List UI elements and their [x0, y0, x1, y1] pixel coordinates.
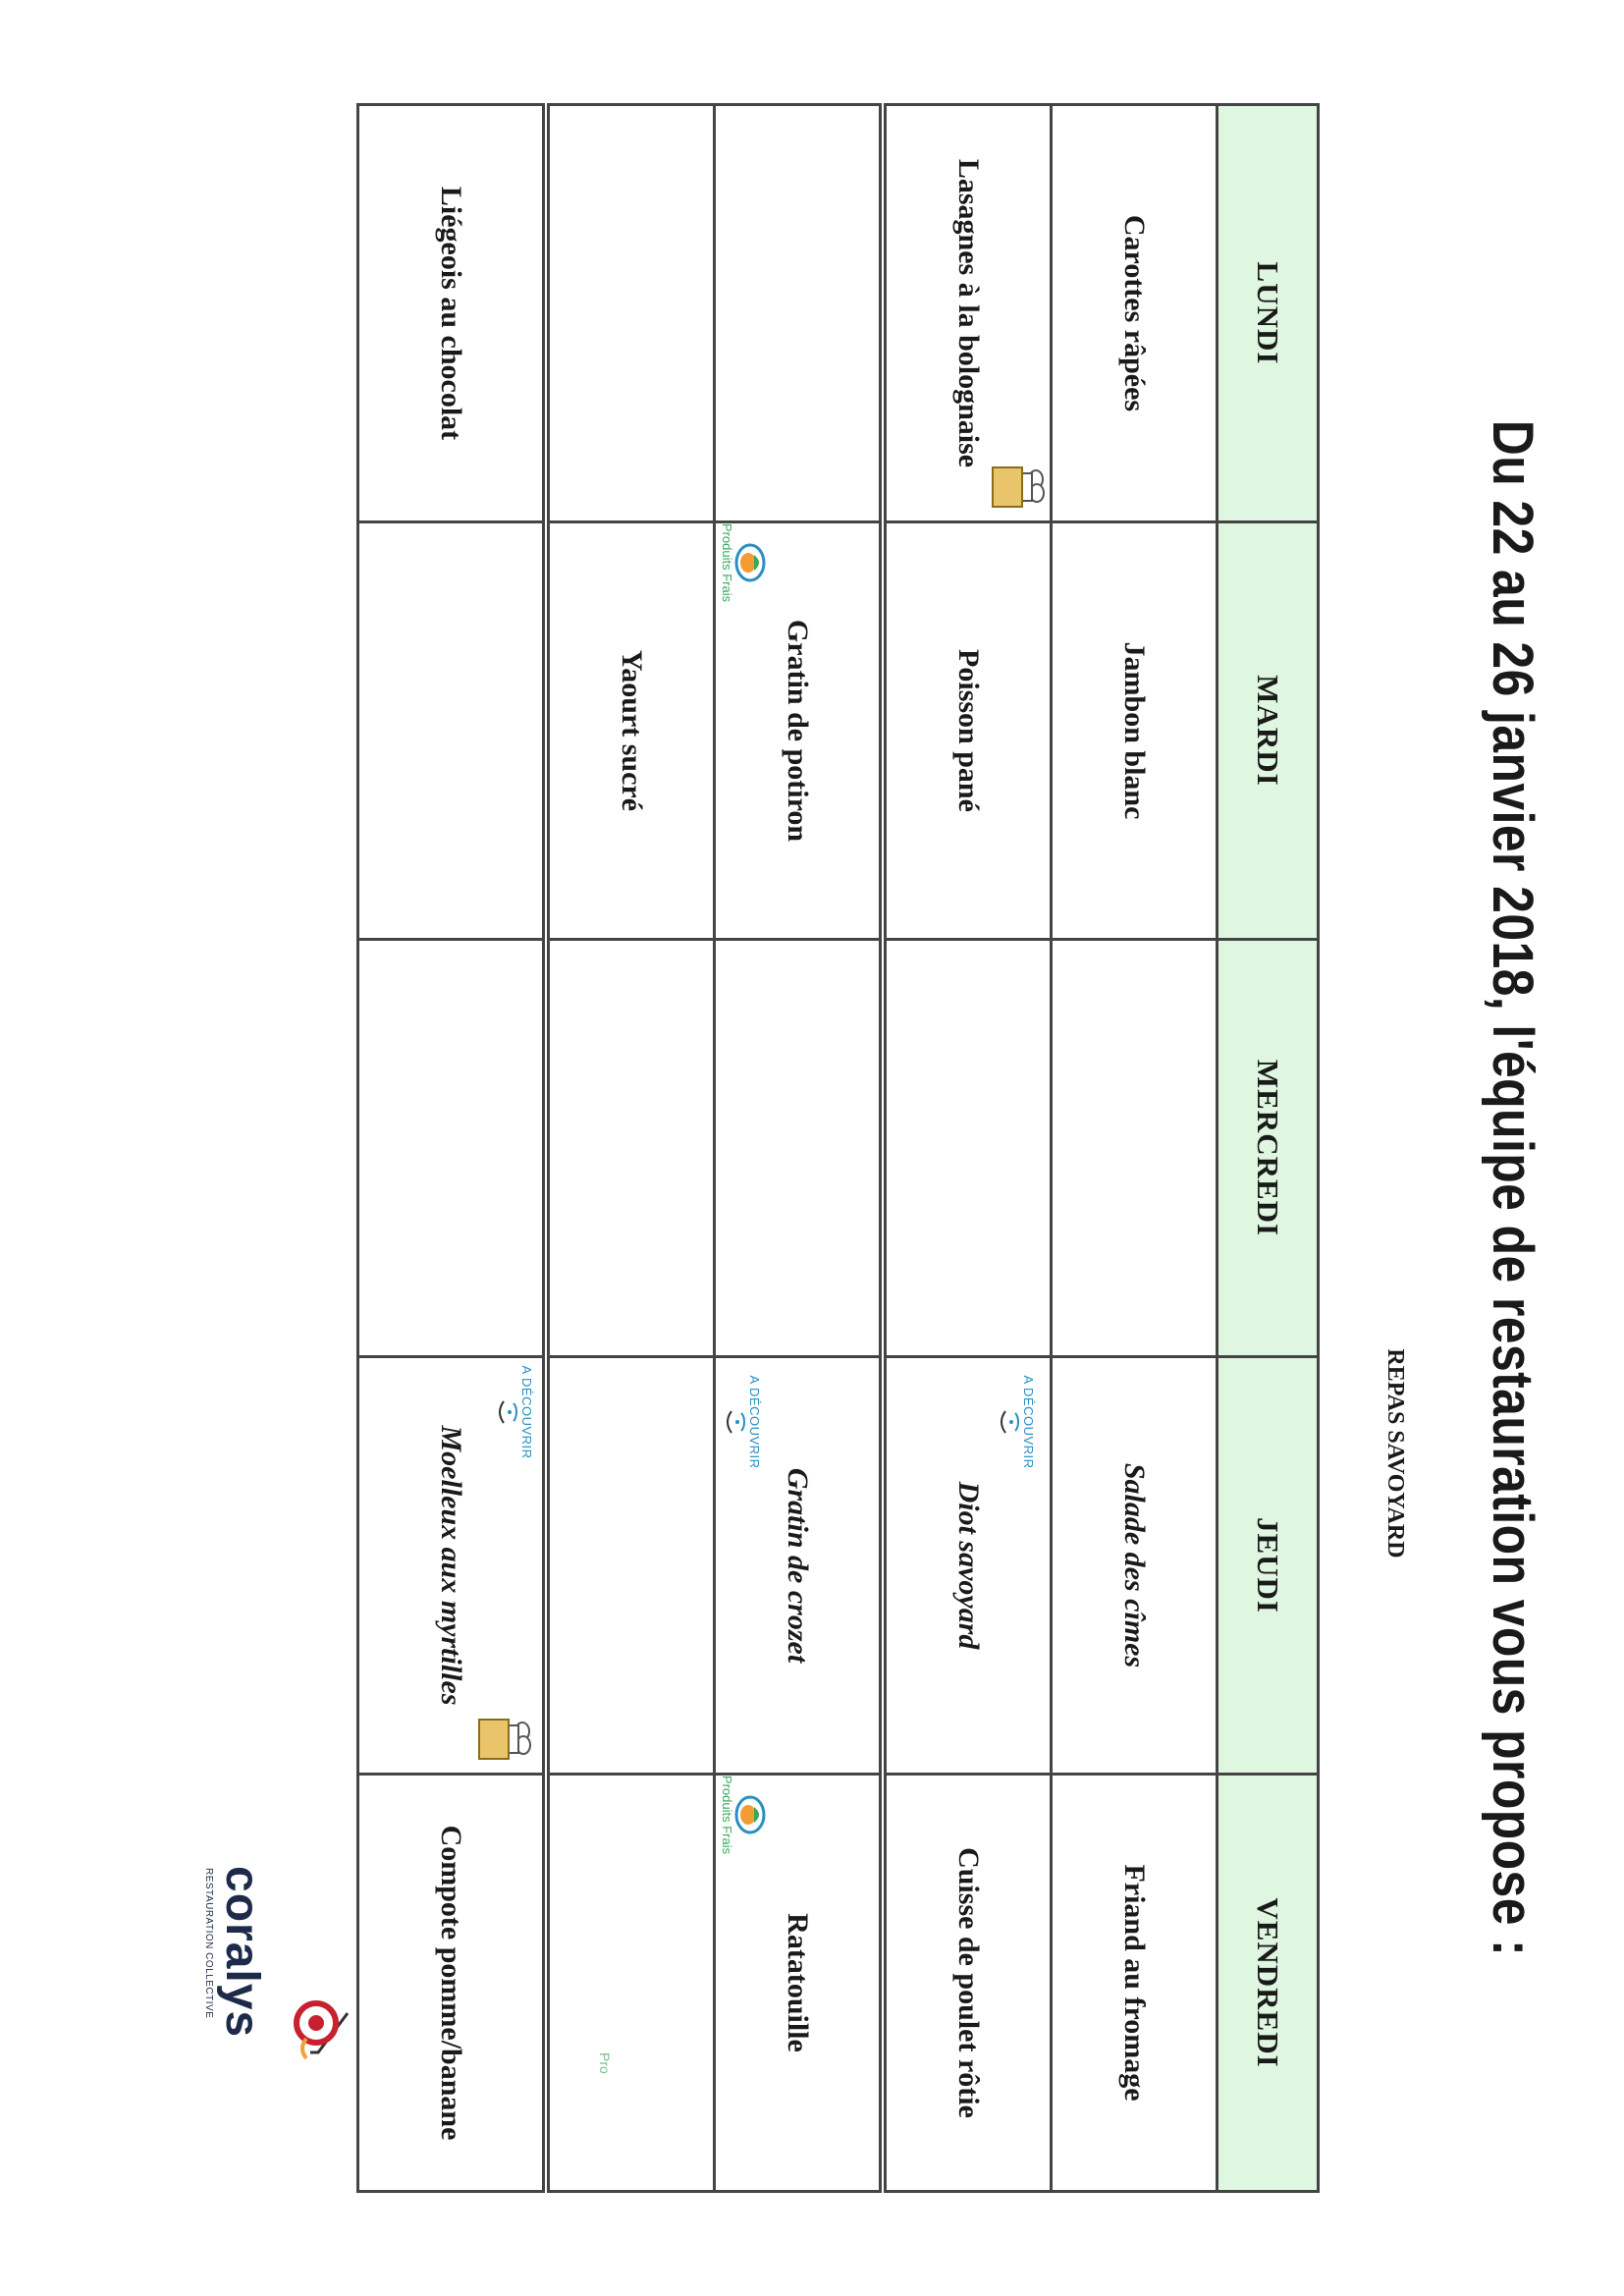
menu-cell	[883, 105, 1052, 522]
theme-label: REPAS SAVOYARD	[1382, 1348, 1408, 1558]
table-row	[358, 105, 547, 2192]
day-header-monday: LUNDI	[1218, 105, 1319, 522]
dish-label: Cuisse de poulet rôtie	[952, 1847, 985, 2118]
dish-label: Liégeois au chocolat	[435, 186, 467, 441]
day-header-friday: VENDREDI	[1218, 1775, 1319, 2192]
menu-cell	[1052, 940, 1218, 1357]
menu-cell	[715, 105, 884, 522]
a-decouvrir-label: A DÉCOUVRIR	[1021, 1375, 1036, 1469]
dish-label: Friand au fromage	[1118, 1864, 1151, 2102]
dish-label: Poisson pané	[952, 649, 985, 812]
menu-cell	[358, 1775, 547, 2192]
menu-cell	[358, 1357, 547, 1775]
menu-cell	[883, 940, 1052, 1357]
a-decouvrir-label: A DÉCOUVRIR	[747, 1375, 762, 1469]
a-decouvrir-badge	[722, 1375, 762, 1469]
day-header-wednesday: MERCREDI	[1218, 940, 1319, 1357]
table-row	[883, 105, 1052, 2192]
menu-cell	[1052, 105, 1218, 522]
day-header-thursday: JEUDI	[1218, 1357, 1319, 1775]
dish-label: Lasagnes à la bolognaise	[952, 158, 985, 468]
table-row	[715, 105, 884, 2192]
header-row	[1218, 105, 1319, 2192]
menu-cell	[883, 522, 1052, 940]
discovery-icon	[996, 1407, 1021, 1437]
produits-frais-label: Produits Frais	[720, 522, 734, 603]
menu-cell	[546, 522, 715, 940]
a-decouvrir-badge	[494, 1365, 534, 1459]
discovery-icon	[494, 1397, 519, 1427]
logo-wordmark: coralys	[216, 1866, 268, 2039]
day-header-tuesday: MARDI	[1218, 522, 1319, 940]
menu-cell	[546, 105, 715, 522]
fait-maison-icon	[475, 1712, 532, 1767]
menu-cell	[715, 522, 884, 940]
menu-cell	[358, 522, 547, 940]
dish-label: Diot savoyard	[952, 1481, 985, 1650]
weekly-menu-table	[356, 103, 1320, 2193]
menu-cell	[358, 940, 547, 1357]
menu-cell	[883, 1357, 1052, 1775]
produits-frais-badge	[720, 1775, 768, 1855]
menu-cell	[1052, 1357, 1218, 1775]
dish-label: Yaourt sucré	[616, 649, 648, 812]
logo-tagline: RESTAURATION COLLECTIVE	[203, 1868, 214, 2019]
dish-label: Compote pomme/banane	[435, 1825, 467, 2141]
menu-cell	[358, 105, 547, 522]
menu-cell	[546, 1775, 715, 2192]
menu-cell	[715, 1357, 884, 1775]
dish-label: Salade des cîmes	[1118, 1462, 1151, 1668]
dish-label: Jambon blanc	[1118, 641, 1151, 820]
dish-label: Moelleux aux myrtilles	[435, 1425, 467, 1706]
produits-frais-label: Produits Frais	[720, 1775, 734, 1855]
menu-cell	[1052, 1775, 1218, 2192]
stray-text: Pro	[597, 2052, 613, 2074]
fait-maison-icon	[989, 460, 1046, 515]
a-decouvrir-badge	[996, 1375, 1036, 1469]
discovery-icon	[722, 1407, 747, 1437]
dish-label: Gratin de potiron	[782, 619, 814, 843]
page-title: Du 22 au 26 janvier 2018, l'équipe de restauration vous propose :	[1481, 419, 1544, 1957]
table-row	[1052, 105, 1218, 2192]
menu-cell	[715, 1775, 884, 2192]
dish-label: Gratin de crozet	[782, 1467, 814, 1664]
dish-label: Ratatouille	[782, 1913, 814, 2052]
produits-frais-badge	[720, 522, 768, 603]
a-decouvrir-label: A DÉCOUVRIR	[519, 1365, 534, 1459]
table-row	[546, 105, 715, 2192]
menu-cell	[883, 1775, 1052, 2192]
menu-cell	[715, 940, 884, 1357]
menu-cell	[546, 1357, 715, 1775]
menu-cell	[1052, 522, 1218, 940]
dish-label: Carottes râpées	[1118, 214, 1151, 412]
menu-cell	[546, 940, 715, 1357]
fresh-produce-icon	[734, 541, 768, 584]
fresh-produce-icon	[734, 1793, 768, 1836]
